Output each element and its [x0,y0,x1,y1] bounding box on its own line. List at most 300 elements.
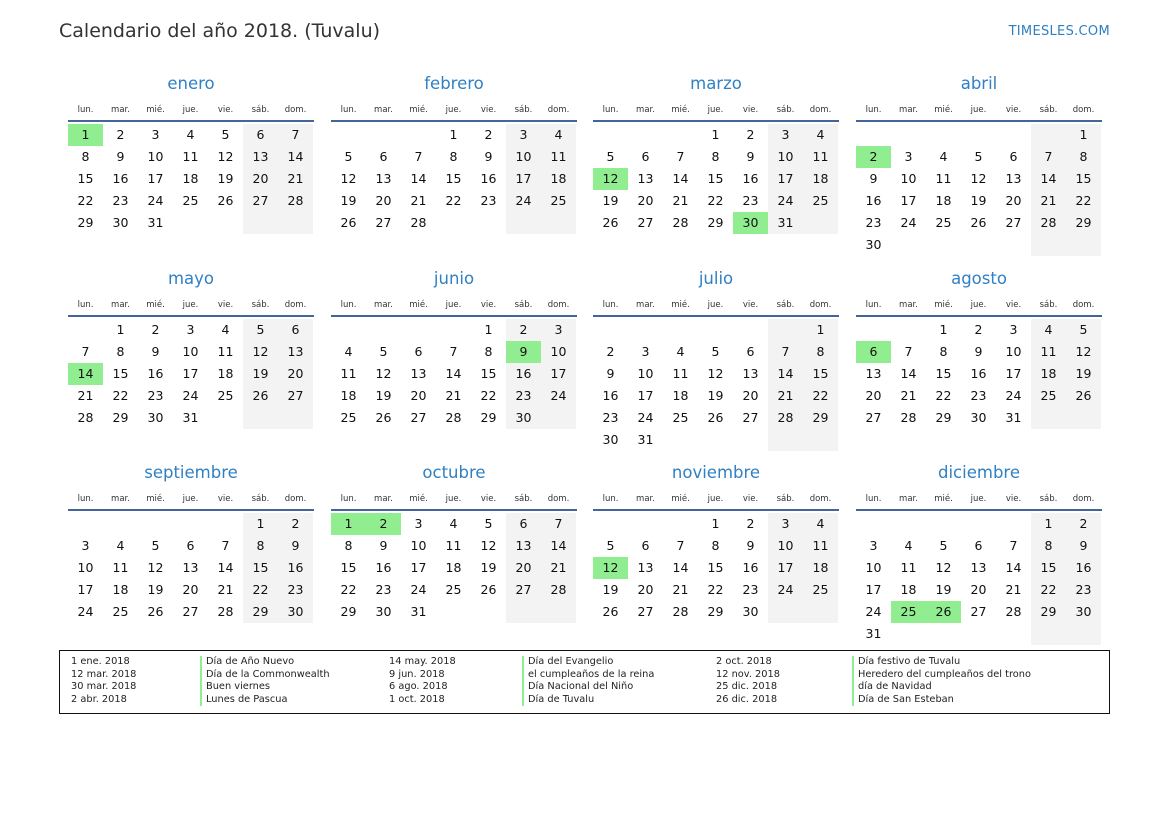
day-cell: 2 [746,127,755,142]
day-cell: 5 [939,538,948,553]
empty-cell [541,212,576,234]
day-cell: 2 [746,516,755,531]
weekday-label: mié. [671,300,690,310]
day-cell: 23 [602,410,619,425]
month-name: noviembre [671,463,761,482]
empty-cell [366,319,401,341]
weekday-label: dom. [809,105,832,115]
empty-cell [961,124,996,146]
day-cell: 23 [112,193,129,208]
day-cell: 27 [278,385,313,407]
empty-cell [1066,407,1101,429]
day-cell: 17 [147,171,164,186]
weekday-label: mar. [111,105,130,115]
legend-names-col-3 [852,656,1031,706]
day-cell: 30 [112,215,129,230]
day-cell: 6 [641,149,650,164]
month-name: agosto [951,269,1007,288]
weekday-label: jue. [445,105,462,115]
day-cell: 12 [707,366,724,381]
day-cell: 28 [445,410,462,425]
day-cell: 28 [410,215,427,230]
day-cell: 2 [366,513,401,535]
day-cell: 19 [935,582,952,597]
day-cell: 19 [602,582,619,597]
day-cell: 4 [904,538,913,553]
empty-cell [1031,234,1066,256]
day-cell: 6 [1009,149,1018,164]
day-grid [68,319,314,429]
day-cell: 20 [375,193,392,208]
day-cell: 18 [803,557,838,579]
day-cell: 20 [410,388,427,403]
day-cell: 29 [1031,601,1066,623]
weekday-label: mar. [111,494,130,504]
weekday-label: jue. [182,105,199,115]
day-cell: 3 [904,149,913,164]
empty-cell [803,429,838,451]
empty-cell [541,407,576,429]
day-cell: 5 [151,538,160,553]
day-cell: 20 [637,582,654,597]
legend-date: 30 mar. 2018 [71,681,137,692]
day-cell: 23 [970,388,987,403]
day-cell: 22 [340,582,357,597]
weekday-header [593,295,839,317]
weekday-label: vie. [480,105,497,115]
day-grid [593,319,839,451]
day-cell: 22 [1031,579,1066,601]
month-name: enero [167,74,215,93]
empty-cell [1031,407,1066,429]
empty-cell [628,124,663,146]
day-cell: 27 [970,604,987,619]
day-cell: 26 [243,385,278,407]
day-cell: 10 [768,146,803,168]
day-cell: 22 [445,193,462,208]
weekday-header [331,100,577,122]
weekday-label: lun. [602,300,619,310]
day-cell: 25 [112,604,129,619]
day-cell: 11 [112,560,129,575]
legend-holiday-name: el cumpleaños de la reina [522,669,654,682]
weekday-label: vie. [742,494,759,504]
day-cell: 17 [1005,366,1022,381]
weekday-label: sáb. [514,494,533,504]
day-cell: 12 [243,341,278,363]
day-cell: 15 [707,171,724,186]
legend-date: 1 ene. 2018 [71,656,130,667]
legend-date: 9 jun. 2018 [389,668,445,680]
day-cell: 12 [935,560,952,575]
weekday-label: mié. [146,494,165,504]
day-cell: 2 [484,127,493,142]
day-cell: 5 [1066,319,1101,341]
day-cell: 31 [410,604,427,619]
day-cell: 20 [182,582,199,597]
day-cell: 2 [1066,513,1101,535]
day-cell: 9 [379,538,388,553]
empty-cell [243,212,278,234]
day-cell: 13 [637,171,654,186]
day-cell: 22 [112,388,129,403]
day-cell: 28 [672,604,689,619]
month-febrero [331,72,577,234]
empty-cell [506,601,541,623]
day-cell: 9 [869,171,878,186]
empty-cell [471,601,506,623]
day-cell: 25 [935,215,952,230]
empty-cell [1031,623,1066,645]
day-cell: 20 [1005,193,1022,208]
day-cell: 17 [865,582,882,597]
empty-cell [926,124,961,146]
legend-dates-col-3 [716,656,780,706]
weekday-label: vie. [1005,494,1022,504]
day-cell: 14 [541,535,576,557]
day-cell: 1 [1031,513,1066,535]
legend-date: 2 oct. 2018 [716,656,772,667]
legend-holiday-name: día de Navidad [852,681,1031,694]
empty-cell [891,124,926,146]
weekday-header [331,489,577,511]
weekday-header [68,295,314,317]
weekday-label: sáb. [1039,105,1058,115]
day-cell: 20 [506,557,541,579]
day-cell: 21 [900,388,917,403]
day-cell: 9 [151,344,160,359]
weekday-label: jue. [182,494,199,504]
day-cell: 8 [1031,535,1066,557]
day-cell: 2 [506,319,541,341]
day-cell: 23 [742,582,759,597]
day-cell: 11 [900,560,917,575]
day-cell: 13 [278,341,313,363]
empty-cell [593,513,628,535]
empty-cell [593,319,628,341]
empty-cell [768,601,803,623]
day-cell: 14 [768,363,803,385]
legend-holiday-name: Buen viernes [200,681,330,694]
weekday-label: lun. [602,494,619,504]
weekday-label: vie. [742,105,759,115]
empty-cell [856,513,891,535]
month-name: junio [433,269,475,288]
day-cell: 19 [340,193,357,208]
day-cell: 18 [803,168,838,190]
empty-cell [68,513,103,535]
day-cell: 6 [186,538,195,553]
legend-holiday-name: Día de San Esteban [852,694,1031,707]
day-cell: 1 [711,516,720,531]
day-cell: 3 [186,322,195,337]
weekday-label: mar. [374,105,393,115]
day-cell: 4 [116,538,125,553]
weekday-label: lun. [340,105,357,115]
day-cell: 2 [974,322,983,337]
day-cell: 14 [1005,560,1022,575]
day-cell: 6 [414,344,423,359]
day-cell: 4 [221,322,230,337]
empty-cell [768,429,803,451]
weekday-header [593,100,839,122]
day-cell: 26 [147,604,164,619]
day-cell: 24 [768,190,803,212]
month-marzo [593,72,839,234]
weekday-label: dom. [284,494,307,504]
day-cell: 19 [707,388,724,403]
day-cell: 31 [182,410,199,425]
day-cell: 1 [711,127,720,142]
day-cell: 15 [1031,557,1066,579]
day-cell: 9 [116,149,125,164]
empty-cell [436,212,471,234]
day-cell: 24 [1005,388,1022,403]
day-cell: 25 [340,410,357,425]
day-cell: 30 [1066,601,1101,623]
day-cell: 23 [480,193,497,208]
day-cell: 16 [112,171,129,186]
weekday-label: jue. [707,105,724,115]
day-cell: 12 [375,366,392,381]
day-cell: 23 [506,385,541,407]
day-cell: 16 [602,388,619,403]
day-cell: 22 [707,193,724,208]
day-cell: 26 [926,601,961,623]
day-cell: 4 [676,344,685,359]
legend-holiday-name: Lunes de Pascua [200,694,330,707]
day-cell: 23 [1066,579,1101,601]
day-cell: 25 [891,601,926,623]
day-cell: 21 [445,388,462,403]
day-cell: 21 [1005,582,1022,597]
day-cell: 1 [331,513,366,535]
day-cell: 10 [541,341,576,363]
day-cell: 21 [672,193,689,208]
day-cell: 11 [935,171,952,186]
day-cell: 16 [480,171,497,186]
site-link[interactable]: TIMESLES.COM [1008,24,1110,39]
empty-cell [68,319,103,341]
day-cell: 11 [803,146,838,168]
day-cell: 16 [865,193,882,208]
day-cell: 14 [1031,168,1066,190]
day-cell: 7 [768,341,803,363]
day-cell: 22 [243,579,278,601]
weekday-label: mar. [899,105,918,115]
day-cell: 7 [541,513,576,535]
day-cell: 30 [865,237,882,252]
day-cell: 6 [379,149,388,164]
weekday-label: sáb. [514,105,533,115]
empty-cell [663,429,698,451]
day-cell: 8 [449,149,458,164]
day-cell: 29 [480,410,497,425]
day-cell: 29 [803,407,838,429]
day-cell: 20 [970,582,987,597]
day-grid [856,124,1102,256]
weekday-label: vie. [1005,300,1022,310]
day-cell: 29 [1066,212,1101,234]
weekday-header [593,489,839,511]
day-cell: 30 [506,407,541,429]
empty-cell [961,234,996,256]
page-title: Calendario del año 2018. (Tuvalu) [59,20,381,42]
weekday-label: vie. [742,300,759,310]
weekday-label: jue. [445,300,462,310]
weekday-label: lun. [602,105,619,115]
legend-holiday-name: Día de Tuvalu [522,694,654,707]
legend-holiday-name: Día festivo de Tuvalu [852,656,1031,669]
day-cell: 13 [506,535,541,557]
empty-cell [856,319,891,341]
day-cell: 7 [278,124,313,146]
day-cell: 3 [768,513,803,535]
day-cell: 17 [637,388,654,403]
legend-names-col-2 [522,656,654,706]
day-cell: 30 [602,432,619,447]
legend-date: 12 mar. 2018 [71,668,137,680]
day-cell: 9 [974,344,983,359]
day-cell: 26 [1066,385,1101,407]
day-cell: 15 [480,366,497,381]
day-cell: 17 [410,560,427,575]
day-cell: 21 [410,193,427,208]
day-cell: 27 [637,604,654,619]
day-cell: 4 [803,124,838,146]
day-cell: 3 [506,124,541,146]
empty-cell [733,429,768,451]
weekday-label: sáb. [514,300,533,310]
day-cell: 18 [672,388,689,403]
day-cell: 7 [449,344,458,359]
day-cell: 2 [151,322,160,337]
legend-date: 1 oct. 2018 [389,693,445,705]
empty-cell [208,407,243,429]
day-cell: 17 [768,168,803,190]
weekday-label: lun. [77,300,94,310]
month-septiembre [68,461,314,623]
weekday-label: dom. [1072,494,1095,504]
day-cell: 21 [541,557,576,579]
day-cell: 3 [641,344,650,359]
empty-cell [628,513,663,535]
day-cell: 6 [278,319,313,341]
day-cell: 28 [541,579,576,601]
empty-cell [996,513,1031,535]
weekday-label: dom. [284,105,307,115]
day-cell: 12 [593,557,628,579]
day-cell: 22 [480,388,497,403]
weekday-label: vie. [217,494,234,504]
day-cell: 5 [221,127,230,142]
day-cell: 28 [900,410,917,425]
day-cell: 16 [147,366,164,381]
day-cell: 22 [935,388,952,403]
day-cell: 3 [81,538,90,553]
day-cell: 28 [77,410,94,425]
day-cell: 22 [77,193,94,208]
day-cell: 24 [637,410,654,425]
legend-holiday-name: Heredero del cumpleaños del trono [852,669,1031,682]
day-cell: 16 [375,560,392,575]
day-cell: 7 [676,538,685,553]
day-cell: 17 [541,363,576,385]
day-cell: 20 [278,363,313,385]
day-grid [593,513,839,623]
day-cell: 26 [970,215,987,230]
empty-cell [1066,234,1101,256]
empty-cell [436,601,471,623]
legend-holiday-name: Día Nacional del Niño [522,681,654,694]
day-cell: 12 [970,171,987,186]
day-cell: 25 [803,579,838,601]
day-cell: 15 [77,171,94,186]
weekday-label: jue. [707,494,724,504]
day-cell: 14 [672,171,689,186]
month-name: septiembre [144,463,238,482]
legend-date: 25 dic. 2018 [716,681,778,692]
empty-cell [891,513,926,535]
day-cell: 13 [182,560,199,575]
day-cell: 25 [1031,385,1066,407]
day-cell: 19 [375,388,392,403]
month-name: julio [698,269,734,288]
day-grid [856,513,1102,645]
day-cell: 23 [865,215,882,230]
day-cell: 5 [711,344,720,359]
day-cell: 23 [147,388,164,403]
day-cell: 8 [344,538,353,553]
day-cell: 11 [803,535,838,557]
empty-cell [996,124,1031,146]
day-cell: 20 [865,388,882,403]
weekday-label: sáb. [776,494,795,504]
day-cell: 8 [711,149,720,164]
weekday-label: sáb. [251,494,270,504]
day-cell: 30 [147,410,164,425]
day-cell: 4 [803,513,838,535]
day-cell: 14 [278,146,313,168]
weekday-label: sáb. [1039,300,1058,310]
day-cell: 16 [742,171,759,186]
day-cell: 21 [278,168,313,190]
day-cell: 27 [375,215,392,230]
empty-cell [173,212,208,234]
day-cell: 24 [506,190,541,212]
weekday-label: mar. [636,105,655,115]
day-grid [68,513,314,623]
weekday-label: sáb. [1039,494,1058,504]
day-cell: 13 [243,146,278,168]
day-cell: 18 [340,388,357,403]
day-cell: 6 [641,538,650,553]
day-cell: 4 [1031,319,1066,341]
weekday-label: mié. [934,494,953,504]
day-cell: 25 [182,193,199,208]
empty-cell [331,319,366,341]
day-cell: 15 [243,557,278,579]
day-cell: 26 [480,582,497,597]
day-cell: 4 [541,124,576,146]
day-cell: 3 [151,127,160,142]
day-cell: 1 [449,127,458,142]
month-name: octubre [422,463,486,482]
day-cell: 11 [1031,341,1066,363]
empty-cell [138,513,173,535]
month-octubre [331,461,577,623]
day-cell: 2 [856,146,891,168]
